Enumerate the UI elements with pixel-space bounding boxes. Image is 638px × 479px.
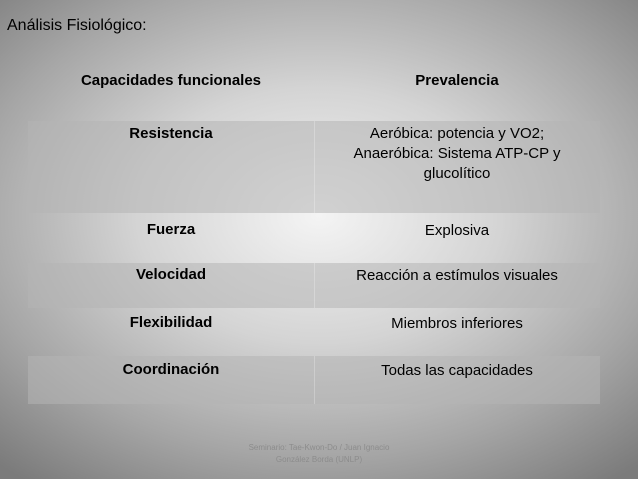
capacity-cell: Resistencia <box>129 125 213 142</box>
capacity-cell: Coordinación <box>122 361 220 378</box>
prevalence-line: Aeróbica: potencia y VO2; <box>369 125 545 142</box>
slide-footer <box>219 442 419 466</box>
column-header-capacity: Capacidades funcionales <box>80 72 262 89</box>
footer-line: Seminario: Tae-Kwon-Do / Juan Ignacio <box>248 443 390 452</box>
table-row <box>28 121 600 213</box>
prevalence-cell: Explosiva <box>424 222 490 239</box>
table-row <box>28 356 600 404</box>
prevalence-cell: Todas las capacidades <box>381 362 533 379</box>
prevalence-cell: Miembros inferiores <box>391 315 523 332</box>
prevalence-line: glucolítico <box>423 165 491 182</box>
footer-line: González Borda (UNLP) <box>275 455 363 464</box>
capacity-cell: Velocidad <box>135 266 207 283</box>
capacity-cell: Fuerza <box>146 221 196 238</box>
table-header <box>28 70 600 96</box>
capacity-cell: Flexibilidad <box>129 314 213 331</box>
table-row <box>28 310 600 354</box>
prevalence-line: Anaeróbica: Sistema ATP-CP y <box>353 145 561 162</box>
prevalence-cell: Reacción a estímulos visuales <box>356 267 558 284</box>
column-header-prevalence: Prevalencia <box>415 72 499 89</box>
prevalence-cell <box>314 121 600 216</box>
table-row <box>28 216 600 258</box>
slide-title: Análisis Fisiológico: <box>7 17 147 34</box>
table-row <box>28 263 600 308</box>
